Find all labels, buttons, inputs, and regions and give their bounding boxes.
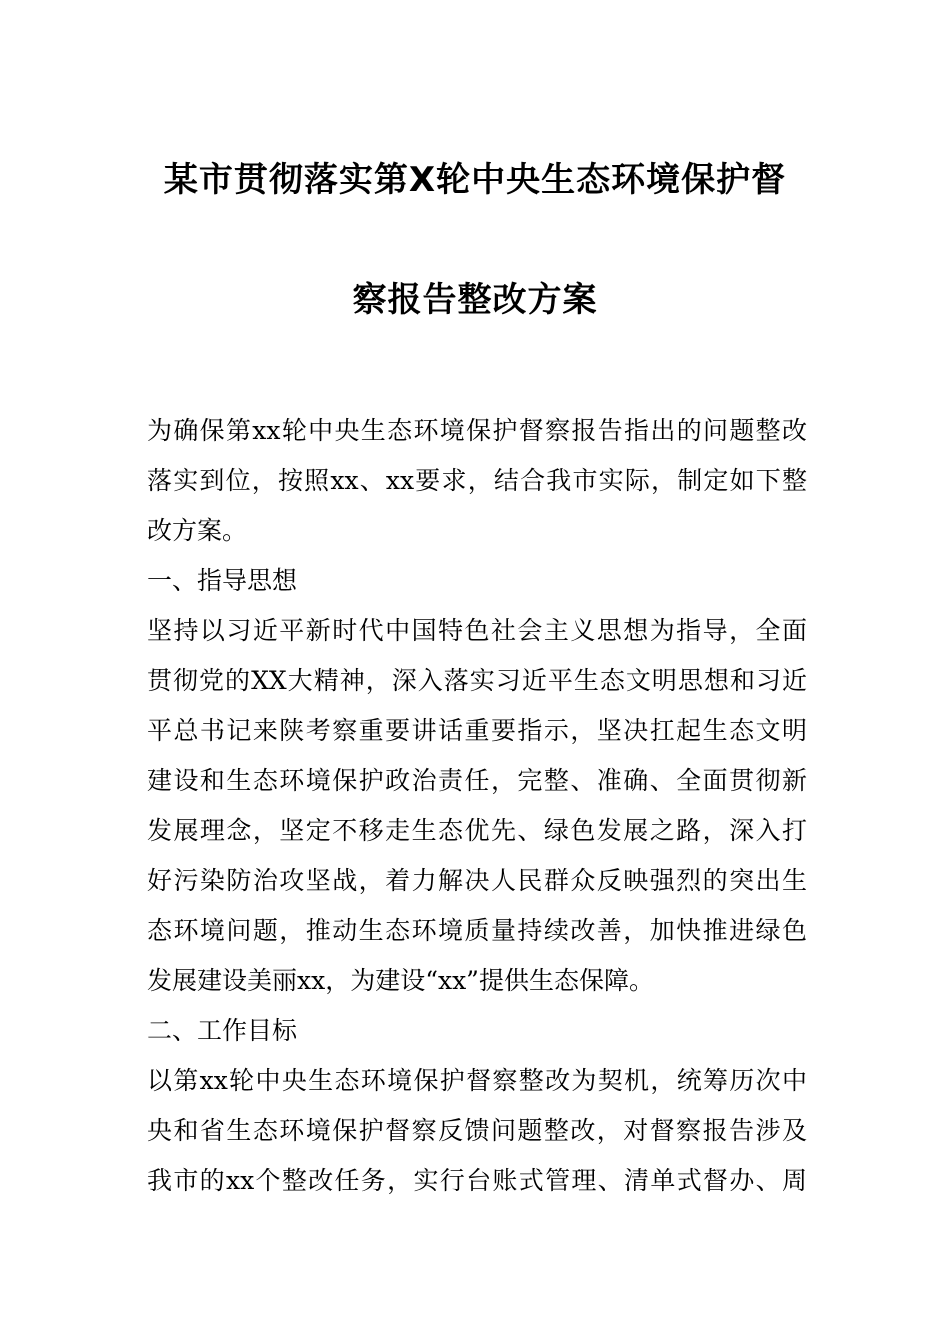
body-text-line: 落实到位，按照xx、xx要求，结合我市实际，制定如下整	[147, 466, 807, 495]
body-text-line: 平总书记来陕考察重要讲话重要指示，坚决扛起生态文明	[147, 716, 807, 745]
body-text-line: 发展建设美丽xx，为建设“xx”提供生态保障。	[147, 966, 654, 995]
body-text-line: 为确保第xx轮中央生态环境保护督察报告指出的问题整改	[147, 416, 807, 445]
body-text-line: 建设和生态环境保护政治责任，完整、准确、全面贯彻新	[147, 766, 807, 795]
section-heading: 一、指导思想	[147, 566, 298, 595]
body-text-line: 改方案。	[147, 516, 248, 545]
document-body	[147, 406, 807, 1206]
document-title-line-1: 某市贯彻落实第X轮中央生态环境保护督	[163, 160, 787, 200]
body-text-line: 坚持以习近平新时代中国特色社会主义思想为指导，全面	[147, 616, 807, 645]
body-text-line: 态环境问题，推动生态环境质量持续改善，加快推进绿色	[147, 916, 807, 945]
body-text-line: 贯彻党的XX大精神，深入落实习近平生态文明思想和习近	[147, 666, 807, 695]
body-text-line: 央和省生态环境保护督察反馈问题整改，对督察报告涉及	[147, 1116, 807, 1145]
body-text-line: 我市的xx个整改任务，实行台账式管理、清单式督办、周	[147, 1166, 807, 1195]
section-heading: 二、工作目标	[147, 1016, 298, 1045]
document-title-line-2: 察报告整改方案	[352, 280, 598, 320]
body-text-line: 好污染防治攻坚战，着力解决人民群众反映强烈的突出生	[147, 866, 807, 895]
body-text-line: 发展理念，坚定不移走生态优先、绿色发展之路，深入打	[147, 816, 807, 845]
body-text-line: 以第xx轮中央生态环境保护督察整改为契机，统筹历次中	[147, 1066, 807, 1095]
